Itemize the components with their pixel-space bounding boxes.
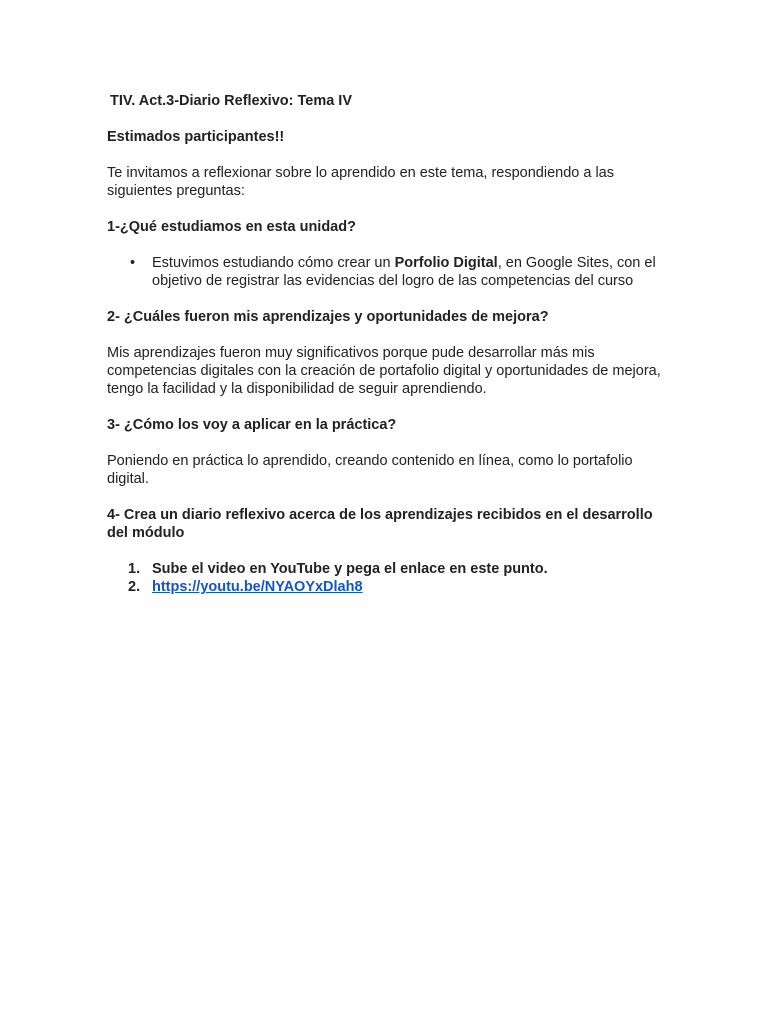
- answer-3: Poniendo en práctica lo aprendido, creando contenido en línea, como lo portafolio digital.: [107, 453, 633, 487]
- answer-1-list: [107, 254, 668, 290]
- intro-paragraph: Te invitamos a reflexionar sobre lo aprendido en este tema, respondiendo a las siguientes preguntas:: [107, 165, 614, 199]
- document-title: TIV. Act.3-Diario Reflexivo: Tema IV: [110, 93, 353, 109]
- youtube-link[interactable]: https://youtu.be/NYAOYxDlah8: [152, 579, 363, 595]
- question-4: 4- Crea un diario reflexivo acerca de los aprendizajes recibidos en el desarrollo del módulo: [107, 507, 653, 541]
- list-item-text: Sube el video en YouTube y pega el enlace en este punto.: [152, 561, 548, 577]
- greeting: Estimados participantes!!: [107, 129, 285, 145]
- answer-4-list: [107, 560, 668, 596]
- question-3: 3- ¿Cómo los voy a aplicar en la práctica?: [107, 417, 397, 433]
- answer-1-text-pre: Estuvimos estudiando cómo crear un: [152, 255, 395, 271]
- list-item: [128, 560, 668, 578]
- answer-1-text-bold: Porfolio Digital: [394, 255, 498, 271]
- answer-2: Mis aprendizajes fueron muy significativos porque pude desarrollar más mis competencias digitales con la creación de portafolio digital y oportunidades de mejora, tengo la facilidad y la disponibilidad de seguir aprendiendo.: [107, 345, 661, 397]
- list-item: [128, 578, 668, 596]
- list-item: [130, 254, 668, 290]
- list-number: 2.: [128, 579, 141, 595]
- answer-1-text-post: , en Google Sites, con el objetivo de registrar las evidencias del logro de las competencias del curso: [152, 255, 656, 289]
- question-1: 1-¿Qué estudiamos en esta unidad?: [107, 219, 356, 235]
- bullet-icon: •: [130, 255, 136, 271]
- list-number: 1.: [128, 561, 141, 577]
- question-2: 2- ¿Cuáles fueron mis aprendizajes y oportunidades de mejora?: [107, 309, 549, 325]
